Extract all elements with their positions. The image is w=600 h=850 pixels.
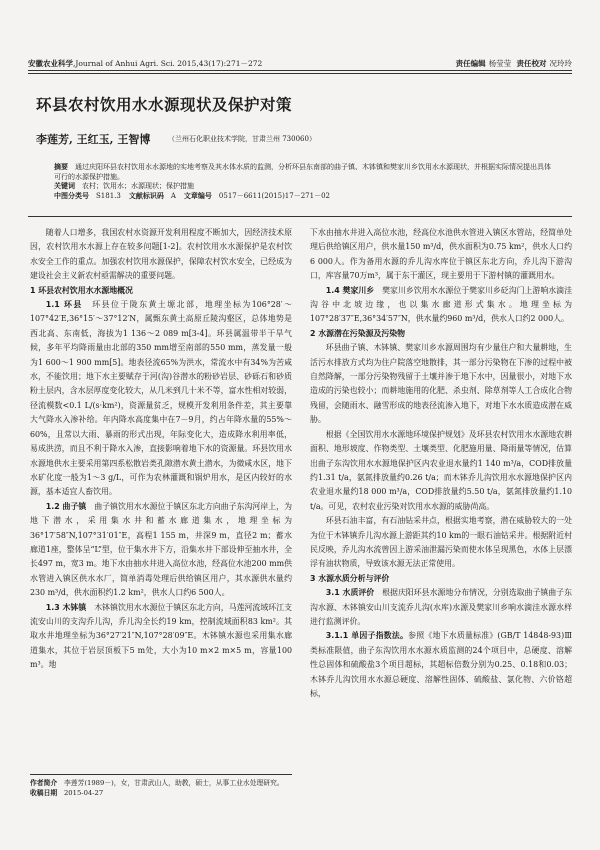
right-column xyxy=(310,226,572,701)
author-bio: 作者简介 李莲芳(1989－)，女，甘肃武山人，助教，硕士，从事工业水处理研究。 xyxy=(30,779,284,787)
section-1-3-paragraph: 1.3 木钵镇 木钵镇饮用水水源位于镇区东北方向，马莲河流域环江支流安山川的支沟乔儿沟，乔儿沟全长约19 km，控制流域面积83 km²。其取水井地理坐标为36°27′21″N,107°28′09″E。木钵镇水源也采用集水廊道集水，其位于岩层顶板下5 m处，大小为10 m×2 m×5 m，容量100 m³。地 xyxy=(30,602,292,670)
classification-row: 中图分类号 S181.3 文献标识码 A 文章编号 0517－6611(2015)17－271－02 xyxy=(54,191,330,200)
footnote xyxy=(30,774,292,798)
section-1-2-paragraph: 1.2 曲子镇 曲子镇饮用水水源位于镇区东北方向曲子东沟河岸上，为地下潜水，采用集水井和蓄水廊道集水，地理坐标为36°17′58″N,107°31′01″E，高程1 155 m，井深9 m，直径2 m；蓄水廊道1座，整体呈“L”型，位于集水井下方，沿集水井下部设伸至抽水井，全长497 m，宽3 m。地下水由抽水井进入高位水池，经高位水池200 mm供水管进入镇区供水水厂，简单消毒处理后供给镇区用户，其水源供水量约230 m³/d，供水面积约1.2 km²，供水人口约6 500人。 xyxy=(30,501,292,598)
header-rule-thin xyxy=(28,73,572,74)
section-2-paragraph-3: 环县石油丰富，有石油钻采井点，根据实地考察，潜在威胁较大的一处为位于木钵镇乔儿沟水源上游距其约10 km的一眼石油钻采井。根据附近村民反映，乔儿沟水流曾因上游采油泄漏污染而使水体呈现黑色，水体上层漂浮有油状物质，导致该水源无法正常使用。 xyxy=(310,516,572,569)
author-list: 李莲芳, 王红玉, 王智博 xyxy=(36,133,151,146)
keywords: 关键词 农村；饮用水；水源现状；保护措施 xyxy=(54,182,194,190)
left-column xyxy=(30,226,292,673)
section-1-1-paragraph: 1.1 环县 环县位于陇东黄土塬北部，地理坐标为106°28′～107°42′E,36°15′～37°12′N，属甄东黄土高原丘陵沟壑区，总体地势是西北高、东南低，海拔为1 136～2 089 m[3-4]。环县属温带半干旱气候，多年平均降雨量由北部的350 mm增至南部的550 mm，蒸发量一般为1 600～1 900 mm[5]。地表径流65%为洪水，常流水中有34%为苦咸水，不能饮用；地下水主要赋存于河(沟)谷潜水的粉砂岩层、砂砾石和砂质粉土层内，含水层厚度变化较大，从几米到几十米不等，富水性相对较弱，径流模数<0.1 L/(s·km²)，资源量贫乏，规模开发利用条件差，其主要靠大气降水入渗补给。年内降水高度集中在7－9月，约占年降水量的55%～60%，且常以大雨、暴雨的形式出现，年际变化大，造成降水利用率低，易成洪涝，而且不利于降水入渗，直接影响着地下水的资源量。环县饮用水水源地供水主要采用第四系松散岩类孔隙潜水黄土潜水，为微咸水区，地下水矿化度一般为1～3 g/L，可作为农林灌溉和锅炉用水，是区内较好的水源，基本适宜人畜饮用。 xyxy=(30,300,292,497)
running-header xyxy=(28,58,572,69)
abstract-rule xyxy=(28,216,572,217)
abstract: 摘要 通过庆阳环县农村饮用水水源地的实地考察及其水体水质的监测，分析环县东南部的曲子镇、木钵镇和樊家川乡饮用水水源现状，并根据实际情况提出具体可行的水源保护措施。 xyxy=(54,163,551,181)
section-1-4-paragraph: 1.4 樊家川乡 樊家川乡饮用水水源位于樊家川乡砭沟门上游响水滴洼沟谷中北坡边缘，也以集水廊道形式集水。地理坐标为107°28′37″E,36°34′57″N，供水量约960 m³/d，供水人口约2 000人。 xyxy=(310,285,572,324)
paper-title: 环县农村饮用水水源现状及保护对策 xyxy=(36,96,293,114)
abstract-block xyxy=(54,163,554,201)
intro-paragraph: 随着人口增多，我国农村水资源开发利用程度不断加大，因经济技术原因，农村饮用水水源上存在较多问题[1-2]。农村饮用水水源保护是农村饮水安全工作的重点。加强农村饮用水源保护，保障农村饮水安全，已经成为建设社会主义新农村亟需解决的重要问题。 xyxy=(30,228,292,281)
header-rule xyxy=(28,70,572,71)
section-2-paragraph-2: 根据《全国饮用水水源地环境保护规划》及环县农村饮用水水源地农耕面积、地形坡度、作物类型、土壤类型、化肥施用量、降雨量等情况，估算出曲子东沟饮用水水源地保护区内农业退水量约1 140 m³/a，COD排放量约1.31 t/a，氨氮排放量约0.26 t/a；而木钵乔儿沟饮用水水源地保护区内农业退水量约18 000 m³/a，COD排放量约5.50 t/a，氨氮排放量约1.10 t/a。可见，农村农业污染对饮用水水源的威胁尚高。 xyxy=(310,429,572,511)
journal-citation: 安徽农业科学,Journal of Anhui Agri. Sci. 2015,43(17):271－272 xyxy=(28,59,263,68)
affiliation: （兰州石化职业技术学院，甘肃兰州 730060） xyxy=(168,135,316,143)
section-3-1-1-paragraph: 3.1.1 单因子指数法。参照《地下水质量标准》(GB/T 14848-93)Ⅲ类标准限值，曲子东沟饮用水水源水质监测的24个项目中，总硬度、溶解性总固体和硫酸盐3个项目超标，其超标倍数分别为0.25、0.18和0.03；木钵乔儿沟饮用水水源总硬度、溶解性固体、硫酸盐、氯化物、六价铬超标， xyxy=(310,631,572,698)
section-heading-1: 1 环县农村饮用水水源地概况 xyxy=(30,285,133,295)
section-heading-2: 2 水源潜在污染源及污染物 xyxy=(310,328,406,338)
section-heading-3: 3 水源水质分析与评价 xyxy=(310,573,390,583)
editor-info: 责任编辑 杨莹莹 责任校对 况玲玲 xyxy=(455,59,572,68)
section-3-1-paragraph: 3.1 水质评价 根据庆阳环县水源地分布情况，分别选取曲子镇曲子东沟水源、木钵镇安山川支流乔儿沟(水库)水源及樊家川乡响水滴洼水源水样进行监测评价。 xyxy=(310,588,572,626)
section-1-3-continued: 下水由抽水井进入高位水池，经高位水池供水管进入镇区水管站，经简单处理后供给镇区用户，供水量150 m³/d，供水面积为0.75 km²，供水人口约6 000人。作为备用水源的乔儿沟水库位于镇区东北方向，乔儿沟下游沟口，库容量70万m³，属于东干灌区，现主要用于下游村镇的灌溉用水。 xyxy=(310,228,572,281)
received-date: 收稿日期 2015-04-27 xyxy=(30,788,104,797)
section-2-paragraph-1: 环县曲子镇、木钵镇、樊家川乡水源周围均有少量住户和大量耕地，生活污水排放方式均为住户院落空地散排，其一部分污染物在下渗的过程中被自然降解，一部分污染物残留于土壤并渗于地下水中，因量很小，对地下水造成的污染也较小；而耕地施用的化肥、杀虫剂、除草剂等人工合成化合物残留，会随雨水、融雪形成的地表径流渗入地下，对地下水水质造成潜在威胁。 xyxy=(310,343,572,425)
